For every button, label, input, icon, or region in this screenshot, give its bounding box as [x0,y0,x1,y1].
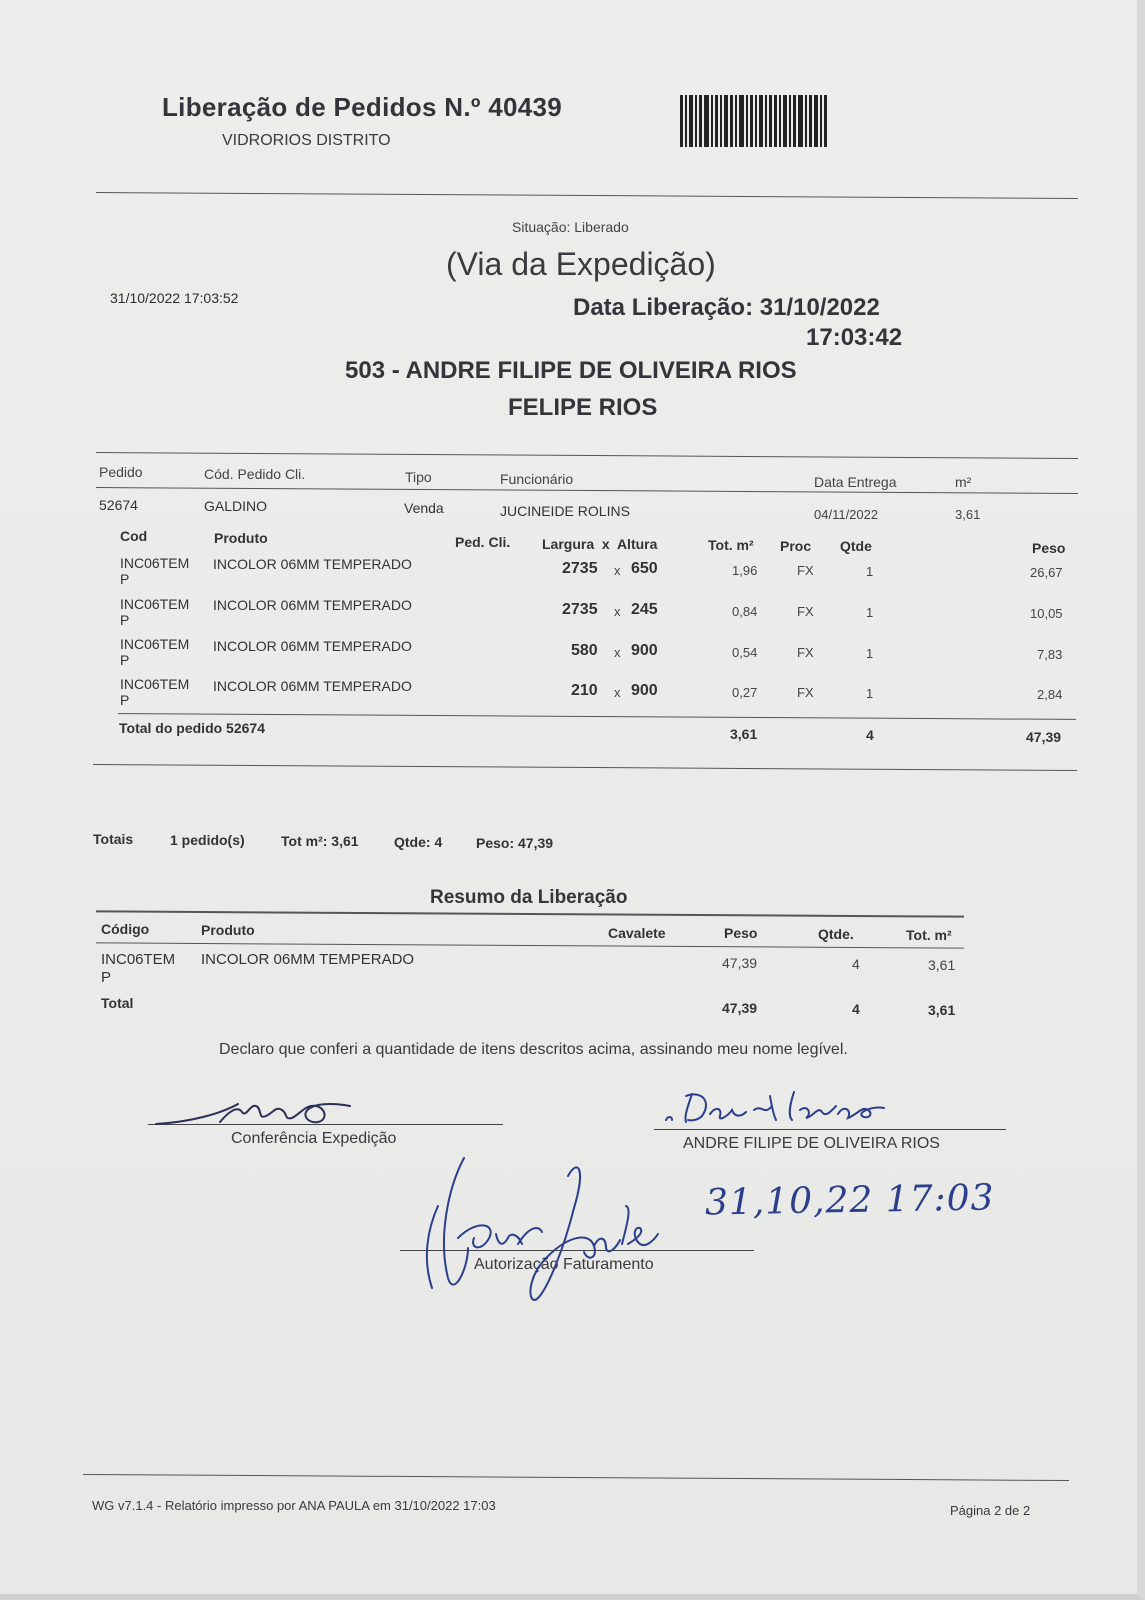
items-col-largura-altura: Largura x Altura [542,536,658,552]
order-total-label: Total do pedido 52674 [119,720,265,736]
totals-m2: Tot m²: 3,61 [281,833,359,849]
item-proc: FX [797,645,814,660]
declaration-text: Declaro que conferi a quantidade de itens descritos acima, assinando meu nome legível. [219,1041,848,1058]
item-times: x [614,604,621,619]
summary-codigo: INC06TEM P [101,951,176,986]
item-tot-m2: 1,96 [732,563,758,578]
company-name: VIDRORIOS DISTRITO [222,132,391,149]
copy-type: (Via da Expedição) [446,246,716,282]
order-total-m2: 3,61 [730,726,758,742]
order-end-rule [93,764,1077,771]
item-tot-m2: 0,54 [732,645,758,660]
col-funcionario: Funcionário [500,471,574,487]
handwritten-signature-conferencia [150,1092,360,1132]
summary-peso: 47,39 [722,955,758,971]
summary-produto: INCOLOR 06MM TEMPERADO [201,951,415,968]
item-proc: FX [797,563,814,578]
page-number: Página 2 de 2 [950,1503,1031,1518]
totals-qtde: Qtde: 4 [394,834,443,850]
item-qtde: 1 [866,564,874,579]
item-times: x [614,645,621,660]
release-time: 17:03:42 [806,324,903,351]
item-cod: INC06TEM P [120,636,190,668]
item-altura: 245 [631,601,658,618]
item-cod: INC06TEM P [120,555,190,587]
summary-col-peso: Peso [724,925,758,941]
items-col-qtde: Qtde [840,538,872,554]
totals-pedidos: 1 pedido(s) [170,832,245,848]
item-largura: 580 [571,642,598,659]
summary-col-produto: Produto [201,922,255,938]
summary-col-codigo: Código [101,921,150,937]
item-times: x [614,685,621,700]
items-total-rule [118,713,1076,720]
order-cod-pedido-cli: GALDINO [204,498,268,514]
col-pedido: Pedido [99,464,143,480]
col-m2: m² [955,474,972,490]
items-col-peso: Peso [1032,540,1066,556]
item-cod: INC06TEM P [120,676,190,708]
printed-timestamp: 31/10/2022 17:03:52 [110,290,239,306]
col-tipo: Tipo [405,469,432,485]
item-peso: 26,67 [1030,565,1063,580]
header-divider [96,192,1078,199]
client-alias: FELIPE RIOS [508,394,658,421]
item-peso: 7,83 [1037,647,1063,662]
signature-label-autorizacao: Autorização Faturamento [474,1256,654,1273]
handwritten-signature-cliente [662,1086,902,1132]
item-proc: FX [797,604,814,619]
totals-label: Totais [93,831,134,847]
summary-col-qtde: Qtde. [818,926,854,942]
item-tot-m2: 0,27 [732,685,758,700]
items-col-cod: Cod [120,528,148,544]
order-m2: 3,61 [955,507,981,522]
item-peso: 10,05 [1030,606,1063,621]
item-proc: FX [797,685,814,700]
barcode [680,95,829,147]
item-largura: 210 [571,682,598,699]
item-cod: INC06TEM P [120,596,190,628]
summary-qtde: 4 [852,956,860,972]
item-produto: INCOLOR 06MM TEMPERADO [213,678,412,694]
summary-total-label: Total [101,995,134,1011]
summary-header-rule [96,942,964,948]
footer-print-info: WG v7.1.4 - Relatório impresso por ANA PAULA em 31/10/2022 17:03 [92,1498,496,1513]
item-peso: 2,84 [1037,687,1063,702]
col-cod-pedido-cli: Cód. Pedido Cli. [204,466,306,482]
signature-label-conferencia: Conferência Expedição [231,1130,397,1147]
handwritten-date: 31,10,22 17:03 [704,1177,995,1224]
summary-total-peso: 47,39 [722,1000,758,1016]
item-produto: INCOLOR 06MM TEMPERADO [213,556,412,572]
col-data-entrega: Data Entrega [814,474,897,490]
summary-col-cavalete: Cavalete [608,925,666,941]
totals-peso: Peso: 47,39 [476,835,554,851]
items-col-tot-m2: Tot. m² [708,537,754,553]
summary-col-tot-m2: Tot. m² [906,927,952,943]
item-qtde: 1 [866,646,874,661]
summary-top-rule [96,910,964,917]
item-altura: 650 [631,560,658,577]
summary-tot-m2: 3,61 [928,957,956,973]
items-col-produto: Produto [214,530,268,546]
status-label: Situação: Liberado [512,219,629,235]
order-header-bottom-rule [96,487,1078,494]
order-total-peso: 47,39 [1026,729,1062,745]
footer-rule [83,1474,1069,1481]
handwritten-signature-autorizacao [418,1148,658,1308]
document-title: Liberação de Pedidos N.º 40439 [162,92,562,122]
items-col-proc: Proc [780,538,812,554]
item-produto: INCOLOR 06MM TEMPERADO [213,597,412,613]
item-times: x [614,563,621,578]
release-date: Data Liberação: 31/10/2022 [573,294,880,321]
summary-total-tot-m2: 3,61 [928,1002,956,1018]
order-tipo: Venda [404,500,444,516]
order-funcionario: JUCINEIDE ROLINS [500,503,630,519]
order-data-entrega: 04/11/2022 [814,507,879,522]
summary-title: Resumo da Liberação [430,887,628,908]
order-total-qtde: 4 [866,727,874,743]
item-largura: 2735 [562,560,598,577]
item-tot-m2: 0,84 [732,604,758,619]
item-qtde: 1 [866,686,874,701]
item-altura: 900 [631,642,658,659]
signature-label-cliente: ANDRE FILIPE DE OLIVEIRA RIOS [683,1135,940,1152]
summary-total-qtde: 4 [852,1001,860,1017]
order-header-top-rule [96,452,1078,459]
order-pedido: 52674 [99,497,138,513]
item-produto: INCOLOR 06MM TEMPERADO [213,638,412,654]
item-altura: 900 [631,682,658,699]
item-qtde: 1 [866,605,874,620]
client-name: 503 - ANDRE FILIPE DE OLIVEIRA RIOS [345,357,797,384]
item-largura: 2735 [562,601,598,618]
items-col-ped-cli: Ped. Cli. [455,534,511,550]
